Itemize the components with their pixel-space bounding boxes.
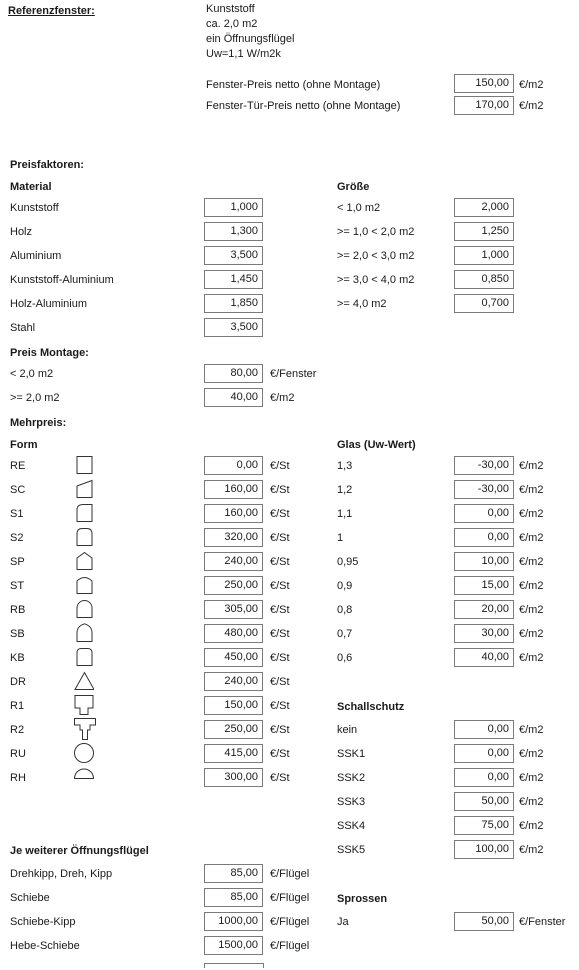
two-step-shape-icon — [74, 717, 96, 741]
form-code: S1 — [10, 508, 24, 520]
size-label: >= 2,0 < 3,0 m2 — [337, 250, 415, 262]
additional-sash-heading: Je weiterer Öffnungsflügel — [10, 845, 149, 857]
sound-class-label: SSK3 — [337, 796, 366, 808]
size-factor-field[interactable]: 0,850 — [454, 270, 514, 289]
size-factor-field[interactable]: 0,700 — [454, 294, 514, 313]
pointed-top-shape-icon — [74, 551, 94, 571]
form-price-field[interactable]: 250,00 — [204, 576, 263, 595]
form-unit: €/St — [270, 676, 290, 688]
installation-unit: €/Fenster — [270, 368, 317, 380]
material-factor-field[interactable]: 3,500 — [204, 246, 263, 265]
glass-price-field[interactable]: 40,00 — [454, 648, 514, 667]
price-factors-heading: Preisfaktoren: — [10, 159, 84, 171]
size-label: < 1,0 m2 — [337, 202, 381, 214]
glass-unit: €/m2 — [519, 628, 544, 640]
material-factor-field[interactable]: 1,450 — [204, 270, 263, 289]
form-price-field[interactable]: 320,00 — [204, 528, 263, 547]
sash-price-field[interactable]: 1500,00 — [204, 936, 263, 955]
sound-unit: €/m2 — [519, 796, 544, 808]
form-code: KB — [10, 652, 25, 664]
form-unit: €/St — [270, 628, 290, 640]
glass-price-field[interactable]: -30,00 — [454, 456, 514, 475]
form-price-field[interactable]: 305,00 — [204, 600, 263, 619]
glass-uw-label: 0,95 — [337, 556, 359, 568]
material-label: Kunststoff — [10, 202, 59, 214]
reference-line-sash: ein Öffnungsflügel — [206, 33, 295, 45]
sound-insulation-heading: Schallschutz — [337, 701, 405, 713]
glass-uw-label: 0,7 — [337, 628, 353, 640]
glass-price-field[interactable]: 0,00 — [454, 504, 514, 523]
form-price-field[interactable]: 0,00 — [204, 456, 263, 475]
sound-unit: €/m2 — [519, 748, 544, 760]
window-price-unit: €/m2 — [519, 79, 544, 91]
material-factor-field[interactable]: 3,500 — [204, 318, 263, 337]
sound-unit: €/m2 — [519, 772, 544, 784]
glass-price-field[interactable]: 10,00 — [454, 552, 514, 571]
pointed-arch-shape-icon — [74, 623, 94, 643]
glass-price-field[interactable]: 0,00 — [454, 528, 514, 547]
glass-uw-label: 0,6 — [337, 652, 353, 664]
form-unit: €/St — [270, 532, 290, 544]
segment-arch-shape-icon — [74, 575, 94, 595]
two-rounded-corners-shape-icon — [74, 527, 94, 547]
glass-unit: €/m2 — [519, 652, 544, 664]
form-unit: €/St — [270, 484, 290, 496]
installation-unit: €/m2 — [270, 392, 295, 404]
sash-unit: €/Flügel — [270, 916, 310, 928]
muntins-label: Ja — [337, 916, 349, 928]
glass-unit: €/m2 — [519, 532, 544, 544]
sound-class-label: SSK4 — [337, 820, 366, 832]
size-heading: Größe — [337, 181, 370, 193]
half-circle-shape-icon — [73, 765, 95, 781]
form-unit: €/St — [270, 748, 290, 760]
round-arch-shape-icon — [74, 599, 94, 619]
sound-price-field[interactable]: 0,00 — [454, 744, 514, 763]
form-unit: €/St — [270, 460, 290, 472]
triangle-shape-icon — [74, 671, 94, 691]
installation-price-heading: Preis Montage: — [10, 347, 89, 359]
form-price-field[interactable]: 160,00 — [204, 480, 263, 499]
form-unit: €/St — [270, 508, 290, 520]
glass-uw-label: 0,9 — [337, 580, 353, 592]
form-unit: €/St — [270, 604, 290, 616]
sash-price-field[interactable]: 85,00 — [204, 864, 263, 883]
form-price-field[interactable]: 160,00 — [204, 504, 263, 523]
sound-unit: €/m2 — [519, 724, 544, 736]
glass-unit: €/m2 — [519, 580, 544, 592]
size-factor-field[interactable]: 1,250 — [454, 222, 514, 241]
sash-type-label: Hebe-Schiebe — [10, 940, 80, 952]
form-price-field[interactable]: 415,00 — [204, 744, 263, 763]
sound-unit: €/m2 — [519, 820, 544, 832]
form-price-field[interactable]: 250,00 — [204, 720, 263, 739]
size-label: >= 1,0 < 2,0 m2 — [337, 226, 415, 238]
sash-unit: €/Flügel — [270, 892, 310, 904]
circle-shape-icon — [73, 742, 95, 764]
form-code: RU — [10, 748, 26, 760]
muntins-heading: Sprossen — [337, 893, 388, 905]
glass-uw-label: 1,1 — [337, 508, 353, 520]
form-code: SB — [10, 628, 25, 640]
form-code: DR — [10, 676, 26, 688]
form-unit: €/St — [270, 772, 290, 784]
material-factor-field[interactable]: 1,000 — [204, 198, 263, 217]
material-label: Holz — [10, 226, 33, 238]
form-code: R1 — [10, 700, 25, 712]
sound-price-field[interactable]: 50,00 — [454, 792, 514, 811]
form-code: RH — [10, 772, 26, 784]
sound-class-label: SSK5 — [337, 844, 366, 856]
glass-price-field[interactable]: 20,00 — [454, 600, 514, 619]
form-code: S2 — [10, 532, 24, 544]
size-label: >= 4,0 m2 — [337, 298, 387, 310]
one-rounded-corner-shape-icon — [74, 503, 94, 523]
basket-arch-shape-icon — [74, 647, 94, 667]
door-price-field[interactable]: 170,00 — [454, 96, 514, 115]
glass-uw-label: 1,3 — [337, 460, 353, 472]
reference-line-material: Kunststoff — [206, 3, 255, 15]
sound-unit: €/m2 — [519, 844, 544, 856]
form-price-field[interactable]: 240,00 — [204, 672, 263, 691]
glass-uw-label: 1,2 — [337, 484, 353, 496]
installation-price-field[interactable]: 80,00 — [204, 364, 263, 383]
material-factor-field[interactable]: 1,850 — [204, 294, 263, 313]
form-price-field[interactable]: 480,00 — [204, 624, 263, 643]
material-label: Aluminium — [10, 250, 62, 262]
form-code: RE — [10, 460, 26, 472]
installation-label: >= 2,0 m2 — [10, 392, 60, 404]
form-unit: €/St — [270, 652, 290, 664]
material-heading: Material — [10, 181, 52, 193]
clipped-field-edge — [204, 963, 264, 968]
sound-price-field[interactable]: 0,00 — [454, 720, 514, 739]
sound-price-field[interactable]: 0,00 — [454, 768, 514, 787]
glass-unit: €/m2 — [519, 508, 544, 520]
sash-type-label: Schiebe — [10, 892, 50, 904]
form-code: ST — [10, 580, 25, 592]
form-unit: €/St — [270, 700, 290, 712]
form-code: SC — [10, 484, 26, 496]
sound-price-field[interactable]: 75,00 — [454, 816, 514, 835]
form-price-field[interactable]: 240,00 — [204, 552, 263, 571]
glass-price-field[interactable]: 15,00 — [454, 576, 514, 595]
form-unit: €/St — [270, 556, 290, 568]
installation-price-field[interactable]: 40,00 — [204, 388, 263, 407]
window-price-label: Fenster-Preis netto (ohne Montage) — [206, 79, 381, 91]
form-unit: €/St — [270, 724, 290, 736]
muntins-unit: €/Fenster — [519, 916, 566, 928]
form-heading: Form — [10, 439, 38, 451]
form-unit: €/St — [270, 580, 290, 592]
form-price-field[interactable]: 150,00 — [204, 696, 263, 715]
reference-line-size: ca. 2,0 m2 — [206, 18, 258, 30]
form-price-field[interactable]: 450,00 — [204, 648, 263, 667]
sash-type-label: Drehkipp, Dreh, Kipp — [10, 868, 113, 880]
material-label: Kunststoff-Aluminium — [10, 274, 114, 286]
form-code: RB — [10, 604, 26, 616]
form-code: R2 — [10, 724, 25, 736]
slanted-top-shape-icon — [74, 479, 94, 499]
sash-unit: €/Flügel — [270, 868, 310, 880]
glass-unit: €/m2 — [519, 484, 544, 496]
door-price-label: Fenster-Tür-Preis netto (ohne Montage) — [206, 100, 401, 112]
muntins-price-field[interactable]: 50,00 — [454, 912, 514, 931]
glass-price-field[interactable]: 30,00 — [454, 624, 514, 643]
glass-uw-label: 1 — [337, 532, 344, 544]
installation-label: < 2,0 m2 — [10, 368, 54, 380]
reference-line-uw: Uw=1,1 W/m2k — [206, 48, 281, 60]
door-price-unit: €/m2 — [519, 100, 544, 112]
size-factor-field[interactable]: 2,000 — [454, 198, 514, 217]
sash-type-label: Schiebe-Kipp — [10, 916, 76, 928]
sound-price-field[interactable]: 100,00 — [454, 840, 514, 859]
sound-class-label: SSK1 — [337, 748, 366, 760]
sound-class-label: SSK2 — [337, 772, 366, 784]
sash-unit: €/Flügel — [270, 940, 310, 952]
material-label: Holz-Aluminium — [10, 298, 88, 310]
size-label: >= 3,0 < 4,0 m2 — [337, 274, 415, 286]
sash-price-field[interactable]: 85,00 — [204, 888, 263, 907]
material-label: Stahl — [10, 322, 36, 334]
reference-window-heading: Referenzfenster: — [8, 5, 95, 17]
material-factor-field[interactable]: 1,300 — [204, 222, 263, 241]
surcharge-heading: Mehrpreis: — [10, 417, 67, 429]
one-step-shape-icon — [74, 694, 94, 716]
form-code: SP — [10, 556, 25, 568]
form-price-field[interactable]: 300,00 — [204, 768, 263, 787]
glass-unit: €/m2 — [519, 556, 544, 568]
glass-heading: Glas (Uw-Wert) — [337, 439, 416, 451]
glass-unit: €/m2 — [519, 460, 544, 472]
glass-uw-label: 0,8 — [337, 604, 353, 616]
sound-class-label: kein — [337, 724, 358, 736]
window-price-field[interactable]: 150,00 — [454, 74, 514, 93]
rectangle-shape-icon — [74, 455, 94, 475]
size-factor-field[interactable]: 1,000 — [454, 246, 514, 265]
glass-unit: €/m2 — [519, 604, 544, 616]
sash-price-field[interactable]: 1000,00 — [204, 912, 263, 931]
glass-price-field[interactable]: -30,00 — [454, 480, 514, 499]
